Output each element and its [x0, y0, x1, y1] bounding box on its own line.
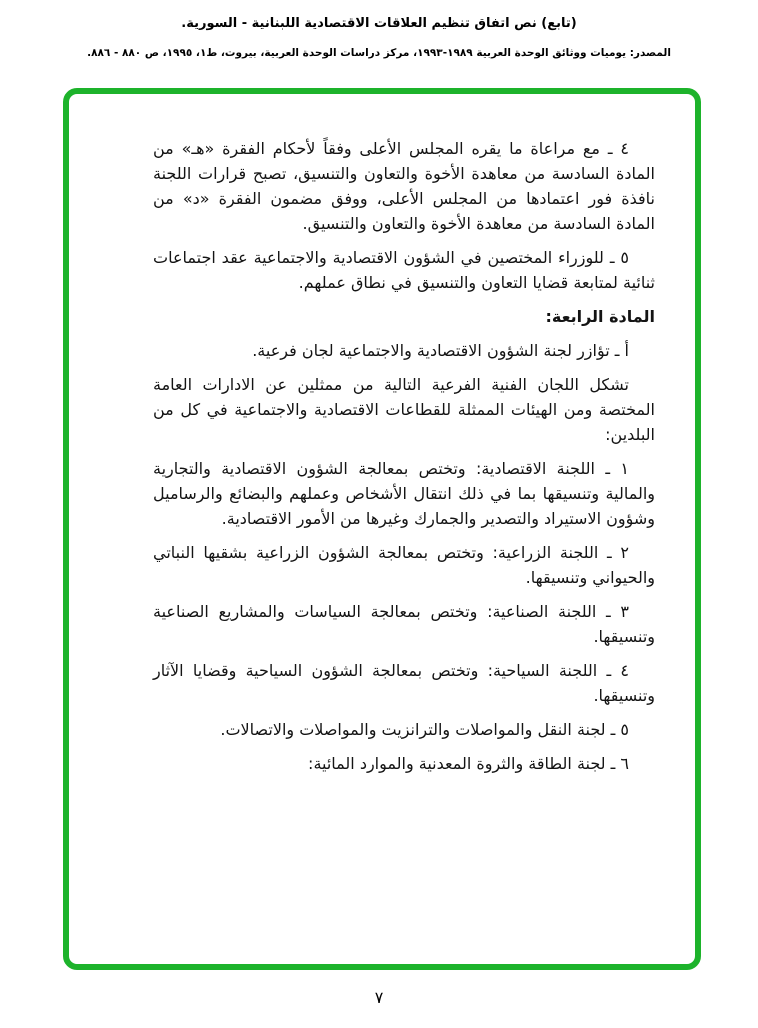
paragraph-clause-4: ٤ ـ مع مراعاة ما يقره المجلس الأعلى وفقاً لأحكام الفقرة «هـ» من المادة السادسة من معاهدة الأخوة والتعاون والتنسيق، تصبح قرارات اللجنة نافذة فور اعتمادها من المجلس الأعلى، ووفق مضمون الفقرة «د» من المادة السادسة من معاهدة الأخوة والتعاون والتنسيق.	[153, 139, 655, 233]
paragraph-clause-5: ٥ ـ للوزراء المختصين في الشؤون الاقتصادية والاجتماعية عقد اجتماعات ثنائية لمتابعة قضايا التعاون والتنسيق في نطاق عملهم.	[153, 248, 655, 292]
paragraph-committee-2: ٢ ـ اللجنة الزراعية: وتختص بمعالجة الشؤون الزراعية بشقيها النباتي والحيواني وتنسيقها.	[153, 543, 655, 587]
paragraph-subcommittees-intro: تشكل اللجان الفنية الفرعية التالية من ممثلين عن الادارات العامة المختصة ومن الهيئات الممثلة للقطاعات الاقتصادية والاجتماعية في كل من البلدين:	[153, 375, 655, 444]
paragraph-item-a: أ ـ تؤازر لجنة الشؤون الاقتصادية والاجتماعية لجان فرعية.	[252, 341, 629, 360]
paragraph-committee-5: ٥ ـ لجنة النقل والمواصلات والترانزيت والمواصلات والاتصالات.	[220, 720, 629, 739]
document-title: (تابع) نص اتفاق تنظيم العلاقات الاقتصادية اللبنانية - السورية.	[181, 16, 577, 31]
body-text-block	[153, 136, 655, 785]
article-four-heading: المادة الرابعة:	[545, 307, 655, 326]
page-number: ٧	[374, 988, 384, 1007]
source-citation-line: المصدر: يوميات ووثائق الوحدة العربية ١٩٨٩-١٩٩٣، مركز دراسات الوحدة العربية، بيروت، ط١، ١٩٩٥، ص ٨٨٠ - ٨٨٦.	[87, 47, 671, 59]
paragraph-committee-4: ٤ ـ اللجنة السياحية: وتختص بمعالجة الشؤون السياحية وقضايا الآثار وتنسيقها.	[153, 661, 655, 705]
paragraph-committee-1: ١ ـ اللجنة الاقتصادية: وتختص بمعالجة الشؤون الاقتصادية والتجارية والمالية وتنسيقها بما في ذلك انتقال الأشخاص وعملهم والبضائع والرساميل وشؤون الاستيراد والتصدير والجمارك وغيرها من الأمور الاقتصادية.	[153, 459, 655, 528]
paragraph-committee-3: ٣ ـ اللجنة الصناعية: وتختص بمعالجة السياسات والمشاريع الصناعية وتنسيقها.	[153, 602, 655, 646]
paragraph-committee-6: ٦ ـ لجنة الطاقة والثروة المعدنية والموارد المائية:	[308, 754, 629, 773]
content-border-box	[63, 88, 701, 970]
